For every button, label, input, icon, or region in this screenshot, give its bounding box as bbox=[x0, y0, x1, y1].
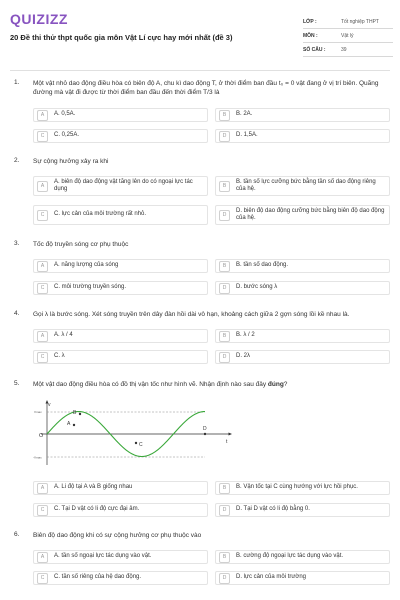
option-letter: D bbox=[219, 505, 230, 516]
option-letter: D bbox=[219, 131, 230, 142]
question-number: 3. bbox=[14, 240, 20, 247]
option-text: B. Vận tốc tại C cùng hướng với lực hồi phục. bbox=[236, 484, 358, 491]
question-text-emphasis: đúng bbox=[267, 381, 284, 388]
question-number: 1. bbox=[14, 79, 20, 86]
meta-value: 39 bbox=[341, 46, 347, 53]
option-text: C. λ bbox=[54, 353, 65, 360]
option-c[interactable] bbox=[33, 350, 208, 364]
option-text: B. cường độ ngoại lực tác dụng vào vật. bbox=[236, 553, 344, 560]
question-number: 6. bbox=[14, 531, 20, 538]
meta-value: Tốt nghiệp THPT bbox=[341, 18, 379, 25]
meta-label: SỐ CÂU : bbox=[303, 46, 326, 53]
quizizz-logo[interactable]: QUIZIZZ bbox=[10, 11, 68, 27]
question-number: 4. bbox=[14, 310, 20, 317]
meta-row-subject bbox=[303, 29, 393, 43]
option-d[interactable] bbox=[215, 503, 390, 517]
question-text: Biên độ dao động khi có sự cộng hưởng cơ phụ thuộc vào bbox=[33, 532, 202, 539]
question-text-part: Một vật dao động điều hòa có đồ thị vận tốc như hình vẽ. Nhận định nào sau đây bbox=[33, 381, 268, 388]
option-text: C. môi trường truyền sóng. bbox=[54, 284, 126, 291]
option-a[interactable] bbox=[33, 108, 208, 122]
meta-panel bbox=[303, 15, 393, 57]
origin-label: O bbox=[39, 433, 44, 439]
option-a[interactable] bbox=[33, 259, 208, 273]
question-number: 5. bbox=[14, 380, 20, 387]
option-letter: B bbox=[219, 552, 230, 563]
point-a-label: A bbox=[67, 421, 71, 427]
option-text: D. 2λ bbox=[236, 353, 251, 360]
option-b[interactable] bbox=[215, 176, 390, 196]
question-text: Tốc độ truyền sóng cơ phụ thuộc bbox=[33, 241, 129, 248]
vmax-label: Vmax bbox=[34, 410, 42, 414]
option-b[interactable] bbox=[215, 550, 390, 564]
option-c[interactable] bbox=[33, 281, 208, 295]
question-text bbox=[33, 380, 383, 389]
option-text: B. tần số dao động. bbox=[236, 262, 289, 269]
option-text: C. lực cản của môi trường rất nhỏ. bbox=[54, 211, 147, 218]
question-text-part: ? bbox=[283, 381, 288, 388]
option-letter: C bbox=[37, 573, 48, 584]
option-letter: D bbox=[219, 283, 230, 294]
option-a[interactable] bbox=[33, 176, 208, 196]
option-text: D. lực cản của môi trường bbox=[236, 574, 306, 581]
option-letter: A bbox=[37, 483, 48, 494]
option-c[interactable] bbox=[33, 129, 208, 143]
question-number: 2. bbox=[14, 157, 20, 164]
option-text: A. năng lượng của sóng bbox=[54, 262, 119, 269]
meta-row-class bbox=[303, 15, 393, 29]
option-d[interactable] bbox=[215, 281, 390, 295]
option-letter: D bbox=[219, 352, 230, 363]
meta-label: MÔN : bbox=[303, 32, 318, 39]
meta-label: LỚP : bbox=[303, 18, 317, 25]
option-letter: A bbox=[37, 110, 48, 121]
option-text: C. tần số riêng của hệ dao động. bbox=[54, 574, 142, 581]
option-a[interactable] bbox=[33, 329, 208, 343]
option-text: A. 0,5A. bbox=[54, 111, 76, 118]
option-text: D. biên độ dao động cưỡng bức bằng biên độ dao động của hệ. bbox=[236, 207, 385, 221]
point-c-label: C bbox=[139, 442, 143, 448]
option-text: A. Li độ tại A và B giống nhau bbox=[54, 484, 133, 491]
option-text: D. Tại D vật có li độ bằng 0. bbox=[236, 506, 310, 513]
v-axis-label: v bbox=[48, 402, 51, 408]
point-d-label: D bbox=[203, 426, 207, 432]
t-axis-arrow bbox=[229, 433, 233, 436]
option-text: A. λ / 4 bbox=[54, 332, 73, 339]
option-letter: B bbox=[219, 110, 230, 121]
option-letter: B bbox=[219, 261, 230, 272]
question-text: Một vật nhỏ dao động điều hòa có biên độ A, chu kì dao động T, ở thời điểm ban đầu t₀ = 0 vật đang ở vị trí biên. Quãng đường mà vật đi được từ thời điểm ban đầu đến thời điểm T/3 là bbox=[33, 80, 379, 96]
point-b-marker bbox=[79, 413, 81, 415]
option-letter: A bbox=[37, 552, 48, 563]
option-text: A. biên độ dao động vật tăng lên do có ngoại lực tác dụng bbox=[54, 178, 193, 192]
option-c[interactable] bbox=[33, 503, 208, 517]
option-a[interactable] bbox=[33, 481, 208, 495]
option-d[interactable] bbox=[215, 129, 390, 143]
question-text: Sự cộng hưởng xảy ra khi bbox=[33, 158, 109, 165]
option-text: C. 0,25A. bbox=[54, 132, 80, 139]
meta-row-count bbox=[303, 43, 393, 57]
option-c[interactable] bbox=[33, 205, 208, 225]
option-text: B. 2A. bbox=[236, 111, 253, 118]
point-b-label: B bbox=[73, 410, 77, 416]
option-letter: C bbox=[37, 210, 48, 221]
point-c-marker bbox=[135, 442, 137, 444]
option-letter: C bbox=[37, 131, 48, 142]
meta-value: Vật lý bbox=[341, 32, 354, 39]
option-text: C. Tại D vật có li độ cực đại âm. bbox=[54, 506, 140, 513]
option-d[interactable] bbox=[215, 571, 390, 585]
vmin-label: -Vmax bbox=[33, 455, 42, 460]
option-b[interactable] bbox=[215, 259, 390, 273]
option-letter: B bbox=[219, 483, 230, 494]
option-letter: A bbox=[37, 331, 48, 342]
option-d[interactable] bbox=[215, 205, 390, 225]
option-text: B. λ / 2 bbox=[236, 332, 255, 339]
option-letter: D bbox=[219, 573, 230, 584]
option-letter: D bbox=[219, 210, 230, 221]
option-b[interactable] bbox=[215, 329, 390, 343]
option-letter: B bbox=[219, 331, 230, 342]
velocity-time-graph bbox=[33, 399, 233, 467]
option-letter: A bbox=[37, 181, 48, 192]
option-b[interactable] bbox=[215, 481, 390, 495]
option-b[interactable] bbox=[215, 108, 390, 122]
option-d[interactable] bbox=[215, 350, 390, 364]
option-text: D. bước sóng λ bbox=[236, 284, 278, 291]
option-letter: C bbox=[37, 505, 48, 516]
option-letter: A bbox=[37, 261, 48, 272]
option-text: B. tần số lực cưỡng bức bằng tần số dao động riêng của hệ. bbox=[236, 178, 376, 192]
point-a-marker bbox=[73, 424, 75, 426]
option-c[interactable] bbox=[33, 571, 208, 585]
worksheet-title: 20 Đề thi thử thpt quốc gia môn Vật Lí cực hay mới nhất (đề 3) bbox=[10, 33, 233, 42]
question-text: Gọi λ là bước sóng. Xét sóng truyền trên dây đàn hồi dài vô hạn, khoảng cách giữa 2 gợn sóng lồi kề nhau là. bbox=[33, 311, 350, 318]
t-axis-label: t bbox=[226, 439, 228, 445]
option-text: D. 1,5A. bbox=[236, 132, 258, 139]
option-text: A. tần số ngoại lực tác dụng vào vật. bbox=[54, 553, 152, 560]
option-letter: B bbox=[219, 181, 230, 192]
option-letter: C bbox=[37, 352, 48, 363]
option-a[interactable] bbox=[33, 550, 208, 564]
point-d-marker bbox=[204, 433, 206, 435]
header-divider bbox=[10, 70, 390, 71]
option-letter: C bbox=[37, 283, 48, 294]
